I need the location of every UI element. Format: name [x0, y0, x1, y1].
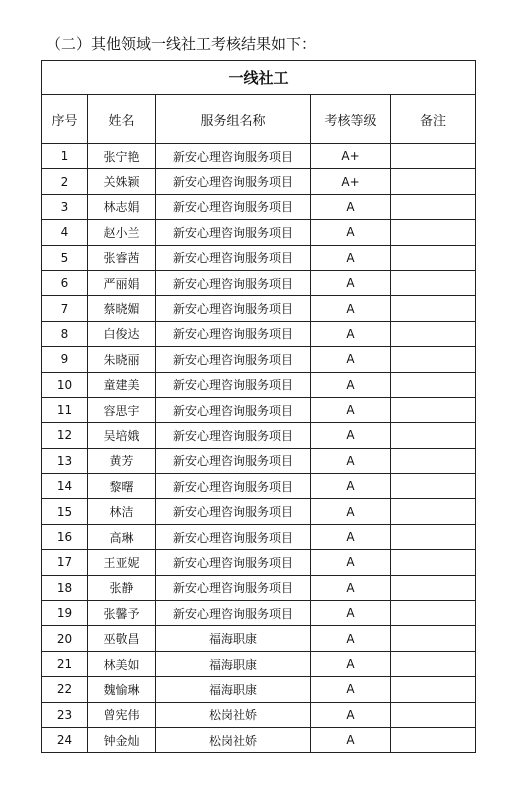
table-row [42, 169, 476, 194]
cell-group: 新安心理咨询服务项目 [156, 372, 311, 397]
cell-no: 20 [42, 626, 88, 651]
cell-name: 张静 [88, 575, 156, 600]
cell-group: 新安心理咨询服务项目 [156, 296, 311, 321]
cell-group: 新安心理咨询服务项目 [156, 423, 311, 448]
cell-no: 22 [42, 677, 88, 702]
table-title-row [42, 61, 476, 95]
cell-grade: A [311, 524, 391, 549]
table-row [42, 702, 476, 727]
table-row [42, 321, 476, 346]
cell-no: 11 [42, 397, 88, 422]
cell-no: 2 [42, 169, 88, 194]
cell-name: 关姝颖 [88, 169, 156, 194]
cell-grade: A [311, 245, 391, 270]
cell-name: 高琳 [88, 524, 156, 549]
table-row [42, 245, 476, 270]
cell-grade: A [311, 575, 391, 600]
cell-grade: A+ [311, 169, 391, 194]
table-row [42, 474, 476, 499]
cell-grade: A [311, 550, 391, 575]
cell-name: 蔡晓媚 [88, 296, 156, 321]
cell-name: 张睿茜 [88, 245, 156, 270]
cell-name: 严丽娟 [88, 270, 156, 295]
cell-no: 16 [42, 524, 88, 549]
cell-grade: A [311, 372, 391, 397]
cell-note [391, 220, 476, 245]
cell-group: 新安心理咨询服务项目 [156, 448, 311, 473]
cell-grade: A+ [311, 144, 391, 169]
table-title: 一线社工 [42, 61, 476, 95]
cell-name: 钟金灿 [88, 727, 156, 752]
cell-note [391, 397, 476, 422]
table-body [42, 144, 476, 753]
cell-name: 白俊达 [88, 321, 156, 346]
table-row [42, 448, 476, 473]
table-row [42, 677, 476, 702]
cell-note [391, 423, 476, 448]
cell-grade: A [311, 270, 391, 295]
table-row [42, 397, 476, 422]
cell-grade: A [311, 499, 391, 524]
cell-no: 9 [42, 347, 88, 372]
cell-group: 新安心理咨询服务项目 [156, 194, 311, 219]
cell-note [391, 474, 476, 499]
cell-grade: A [311, 677, 391, 702]
cell-name: 童建美 [88, 372, 156, 397]
cell-note [391, 321, 476, 346]
table-row [42, 727, 476, 752]
cell-no: 5 [42, 245, 88, 270]
cell-note [391, 499, 476, 524]
cell-group: 福海职康 [156, 651, 311, 676]
table-row [42, 626, 476, 651]
table-row [42, 296, 476, 321]
cell-note [391, 727, 476, 752]
cell-name: 黎曙 [88, 474, 156, 499]
cell-name: 林志娟 [88, 194, 156, 219]
cell-no: 1 [42, 144, 88, 169]
cell-name: 王亚妮 [88, 550, 156, 575]
cell-name: 容思宇 [88, 397, 156, 422]
table-row [42, 194, 476, 219]
cell-note [391, 677, 476, 702]
cell-group: 新安心理咨询服务项目 [156, 245, 311, 270]
cell-no: 7 [42, 296, 88, 321]
cell-name: 赵小兰 [88, 220, 156, 245]
table-row [42, 144, 476, 169]
cell-group: 松岗社娇 [156, 702, 311, 727]
cell-note [391, 144, 476, 169]
cell-note [391, 651, 476, 676]
cell-name: 林洁 [88, 499, 156, 524]
cell-note [391, 347, 476, 372]
cell-no: 23 [42, 702, 88, 727]
cell-no: 4 [42, 220, 88, 245]
table-row [42, 651, 476, 676]
table-row [42, 575, 476, 600]
section-heading: （二）其他领域一线社工考核结果如下： [46, 35, 317, 53]
cell-no: 19 [42, 601, 88, 626]
cell-note [391, 524, 476, 549]
cell-no: 21 [42, 651, 88, 676]
cell-group: 新安心理咨询服务项目 [156, 270, 311, 295]
cell-group: 新安心理咨询服务项目 [156, 499, 311, 524]
cell-no: 6 [42, 270, 88, 295]
table-row [42, 601, 476, 626]
table-row [42, 347, 476, 372]
cell-name: 魏愉琳 [88, 677, 156, 702]
cell-grade: A [311, 702, 391, 727]
cell-group: 福海职康 [156, 626, 311, 651]
cell-note [391, 448, 476, 473]
cell-name: 张馨予 [88, 601, 156, 626]
table-row [42, 372, 476, 397]
cell-grade: A [311, 474, 391, 499]
table-row [42, 550, 476, 575]
cell-note [391, 194, 476, 219]
cell-group: 新安心理咨询服务项目 [156, 321, 311, 346]
table-row [42, 499, 476, 524]
cell-grade: A [311, 321, 391, 346]
cell-name: 林美如 [88, 651, 156, 676]
table-row [42, 423, 476, 448]
cell-note [391, 296, 476, 321]
cell-group: 新安心理咨询服务项目 [156, 397, 311, 422]
cell-name: 黄芳 [88, 448, 156, 473]
cell-note [391, 702, 476, 727]
cell-group: 新安心理咨询服务项目 [156, 347, 311, 372]
cell-note [391, 550, 476, 575]
cell-grade: A [311, 448, 391, 473]
cell-group: 福海职康 [156, 677, 311, 702]
header-group: 服务组名称 [156, 95, 311, 144]
cell-no: 3 [42, 194, 88, 219]
cell-note [391, 270, 476, 295]
cell-group: 新安心理咨询服务项目 [156, 169, 311, 194]
table-row [42, 524, 476, 549]
results-table [41, 60, 476, 753]
cell-no: 14 [42, 474, 88, 499]
header-grade: 考核等级 [311, 95, 391, 144]
cell-name: 曾宪伟 [88, 702, 156, 727]
table-row [42, 220, 476, 245]
cell-grade: A [311, 220, 391, 245]
cell-no: 18 [42, 575, 88, 600]
cell-name: 巫敬昌 [88, 626, 156, 651]
cell-no: 13 [42, 448, 88, 473]
cell-no: 10 [42, 372, 88, 397]
cell-name: 吴培娥 [88, 423, 156, 448]
cell-grade: A [311, 296, 391, 321]
cell-group: 新安心理咨询服务项目 [156, 474, 311, 499]
cell-grade: A [311, 626, 391, 651]
cell-grade: A [311, 423, 391, 448]
cell-group: 新安心理咨询服务项目 [156, 550, 311, 575]
cell-no: 24 [42, 727, 88, 752]
cell-no: 8 [42, 321, 88, 346]
cell-grade: A [311, 651, 391, 676]
cell-note [391, 245, 476, 270]
cell-grade: A [311, 727, 391, 752]
cell-name: 朱晓丽 [88, 347, 156, 372]
cell-group: 新安心理咨询服务项目 [156, 220, 311, 245]
cell-no: 12 [42, 423, 88, 448]
header-name: 姓名 [88, 95, 156, 144]
cell-group: 新安心理咨询服务项目 [156, 524, 311, 549]
cell-note [391, 626, 476, 651]
cell-grade: A [311, 347, 391, 372]
cell-no: 17 [42, 550, 88, 575]
cell-note [391, 601, 476, 626]
cell-note [391, 169, 476, 194]
cell-no: 15 [42, 499, 88, 524]
cell-grade: A [311, 397, 391, 422]
header-note: 备注 [391, 95, 476, 144]
cell-grade: A [311, 601, 391, 626]
cell-note [391, 372, 476, 397]
header-no: 序号 [42, 95, 88, 144]
cell-group: 新安心理咨询服务项目 [156, 575, 311, 600]
cell-group: 新安心理咨询服务项目 [156, 601, 311, 626]
cell-note [391, 575, 476, 600]
table-header-row [42, 95, 476, 144]
cell-name: 张宁艳 [88, 144, 156, 169]
table-row [42, 270, 476, 295]
cell-group: 新安心理咨询服务项目 [156, 144, 311, 169]
cell-group: 松岗社娇 [156, 727, 311, 752]
cell-grade: A [311, 194, 391, 219]
